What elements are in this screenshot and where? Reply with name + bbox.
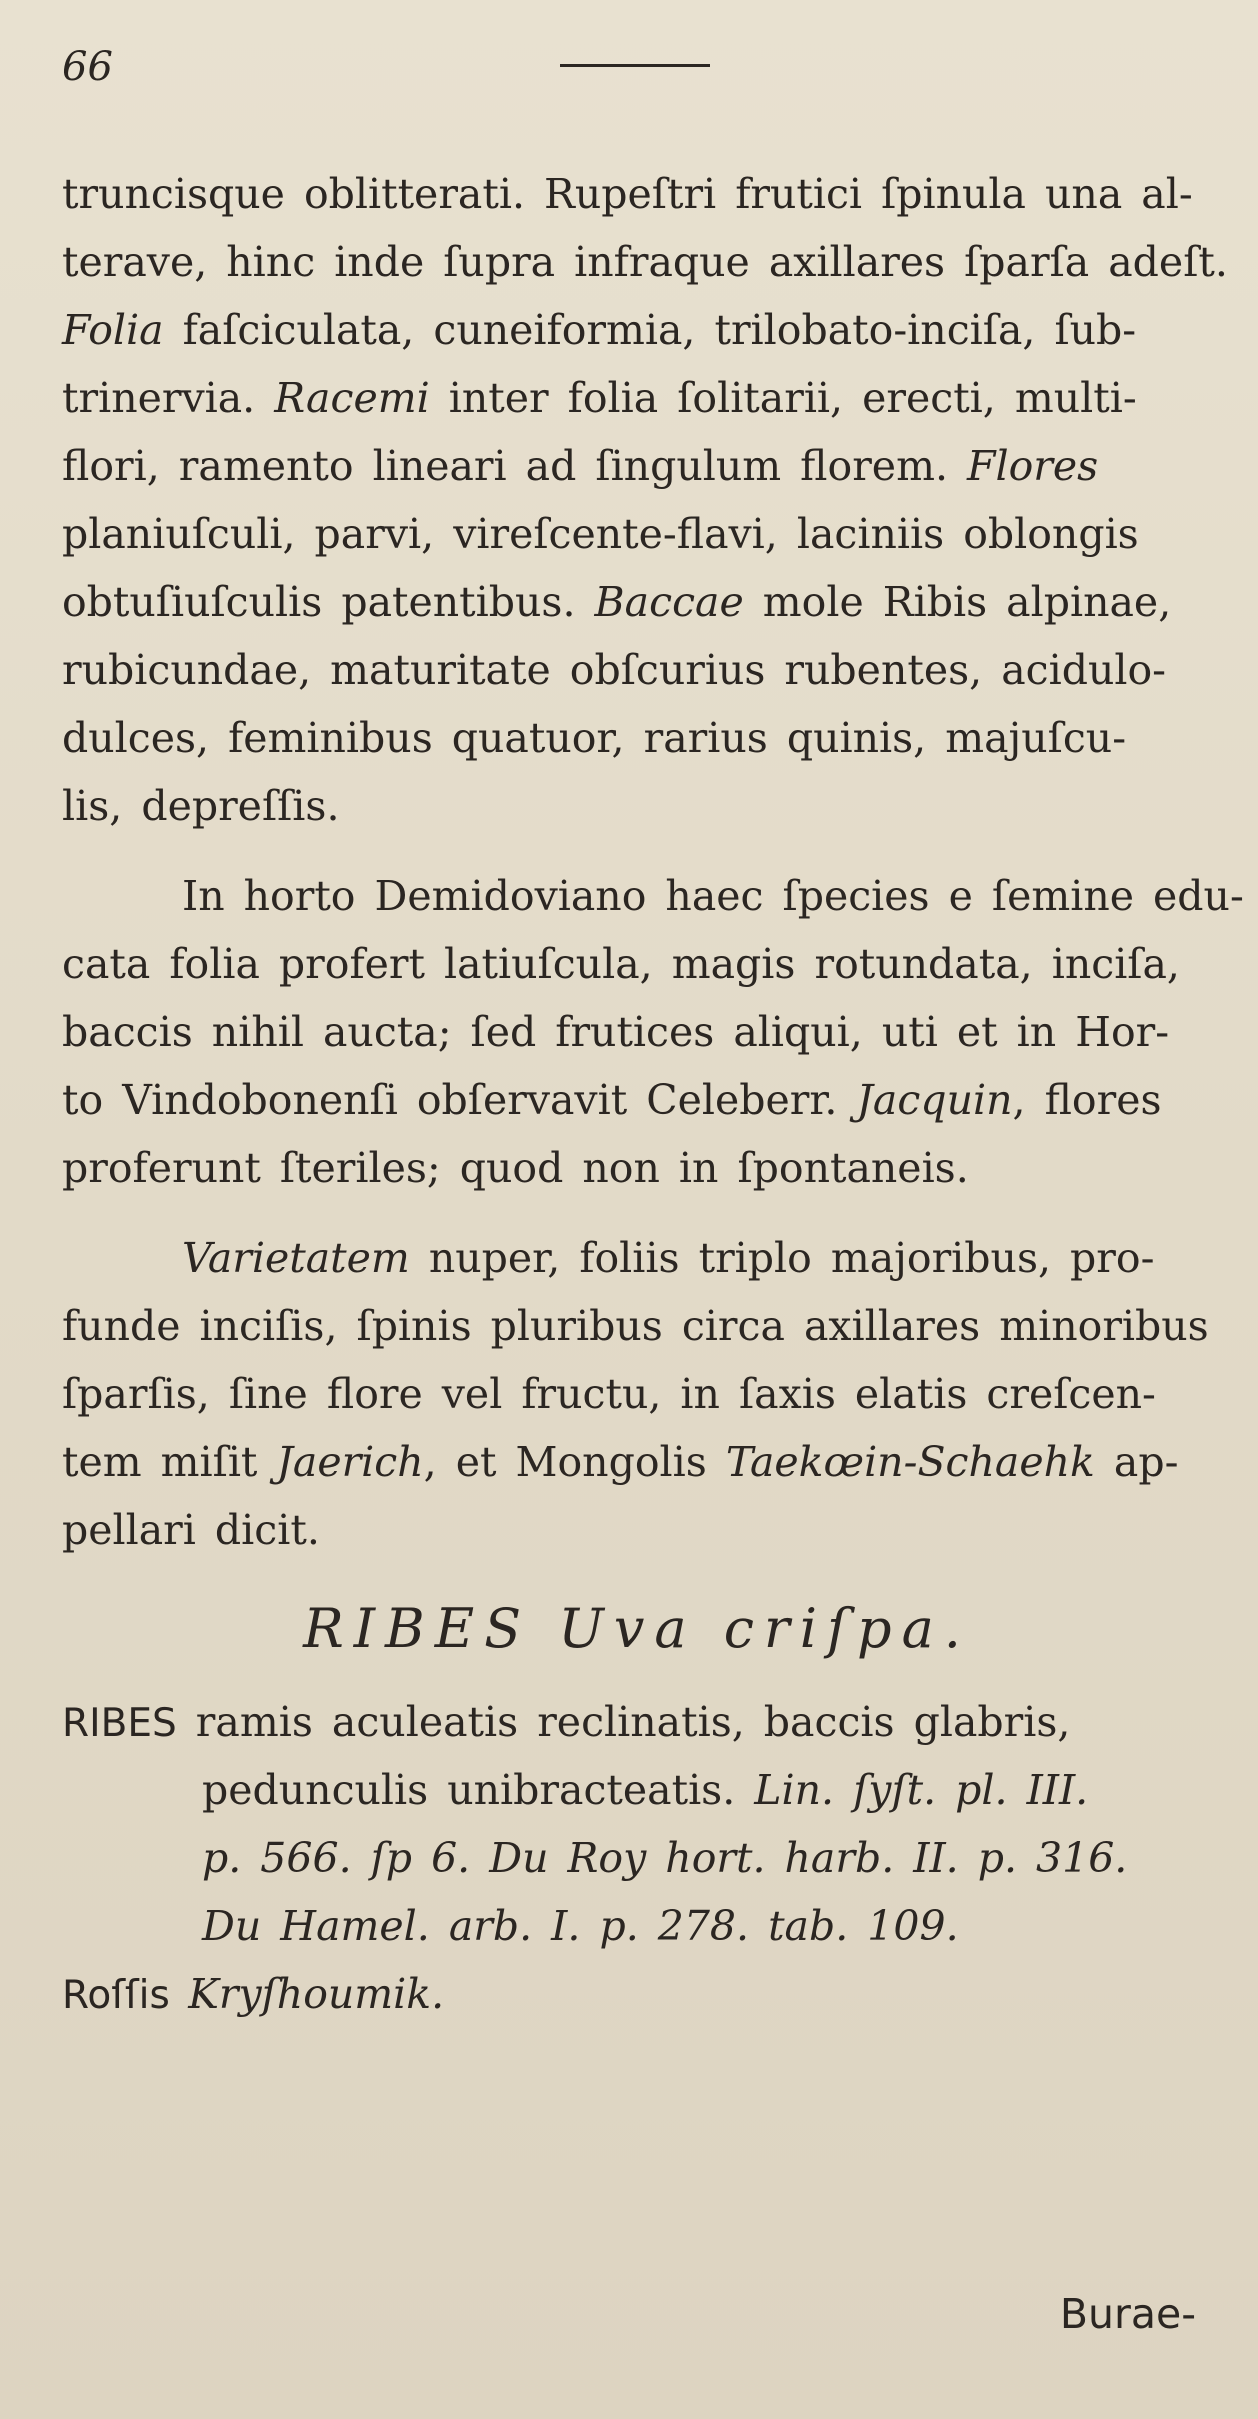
russian-name-line: Roſſis Kryſhoumik. xyxy=(62,1970,445,2018)
paragraph-2 xyxy=(62,862,1244,1202)
text-line: ſparſis, ſine flore vel fructu, in ſaxis elatis creſcen- xyxy=(62,1370,1156,1418)
diagnosis-line: pedunculis unibracteatis. Lin. ſyſt. pl. III. xyxy=(202,1766,1089,1814)
text-line: Folia faſciculata, cuneiformia, trilobato-inciſa, ſub- xyxy=(62,306,1137,354)
text-line: Varietatem nuper, foliis triplo majoribus, pro- xyxy=(182,1234,1155,1282)
text-line: rubicundae, maturitate obſcurius rubentes, acidulo- xyxy=(62,646,1167,694)
text-line: trinervia. Racemi inter folia ſolitarii, erecti, multi- xyxy=(62,374,1137,422)
text-line: terave, hinc inde ſupra infraque axillares ſparſa adeſt. xyxy=(62,238,1228,286)
diagnosis-line: RIBES ramis aculeatis reclinatis, baccis glabris, xyxy=(62,1698,1071,1746)
text-line: pellari dicit. xyxy=(62,1506,320,1554)
text-line: baccis nihil aucta; ſed frutices aliqui, uti et in Hor- xyxy=(62,1008,1170,1056)
text-line: cata folia profert latiuſcula, magis rotundata, inciſa, xyxy=(62,940,1180,988)
text-line: In horto Demidoviano haec ſpecies e ſemine edu- xyxy=(182,872,1244,920)
page-body xyxy=(62,160,1244,2028)
diagnosis xyxy=(62,1688,1212,2028)
text-line: dulces, feminibus quatuor, rarius quinis, majuſcu- xyxy=(62,714,1127,762)
catchword: Burae- xyxy=(1059,2290,1196,2338)
paragraph-3 xyxy=(62,1224,1212,1564)
text-line: obtuſiuſculis patentibus. Baccae mole Ribis alpinae, xyxy=(62,578,1172,626)
text-line: flori, ramento lineari ad ſingulum florem. Flores xyxy=(62,442,1099,490)
text-line: lis, depreſſis. xyxy=(62,782,340,830)
text-line: to Vindobonenſi obſervavit Celeberr. Jacquin, flores xyxy=(62,1076,1162,1124)
text-line: proferunt ſteriles; quod non in ſpontaneis. xyxy=(62,1144,969,1192)
text-line: funde inciſis, ſpinis pluribus circa axillares minoribus xyxy=(62,1302,1209,1350)
text-line: truncisque oblitterati. Rupeſtri frutici ſpinula una al- xyxy=(62,170,1193,218)
header-rule xyxy=(560,64,710,67)
text-line: tem miſit Jaerich, et Mongolis Taekœin-Schaehk ap- xyxy=(62,1438,1179,1486)
species-heading: RIBES Uva criſpa. xyxy=(303,1597,971,1660)
diagnosis-line: Du Hamel. arb. I. p. 278. tab. 109. xyxy=(202,1902,959,1950)
page-number: 66 xyxy=(62,44,113,90)
genus-name: RIBES xyxy=(62,1701,177,1746)
paragraph-1 xyxy=(62,160,1228,840)
diagnosis-line: p. 566. ſp 6. Du Roy hort. harb. II. p. 316. xyxy=(202,1834,1128,1882)
text-line: planiuſculi, parvi, vireſcente-flavi, laciniis oblongis xyxy=(62,510,1139,558)
